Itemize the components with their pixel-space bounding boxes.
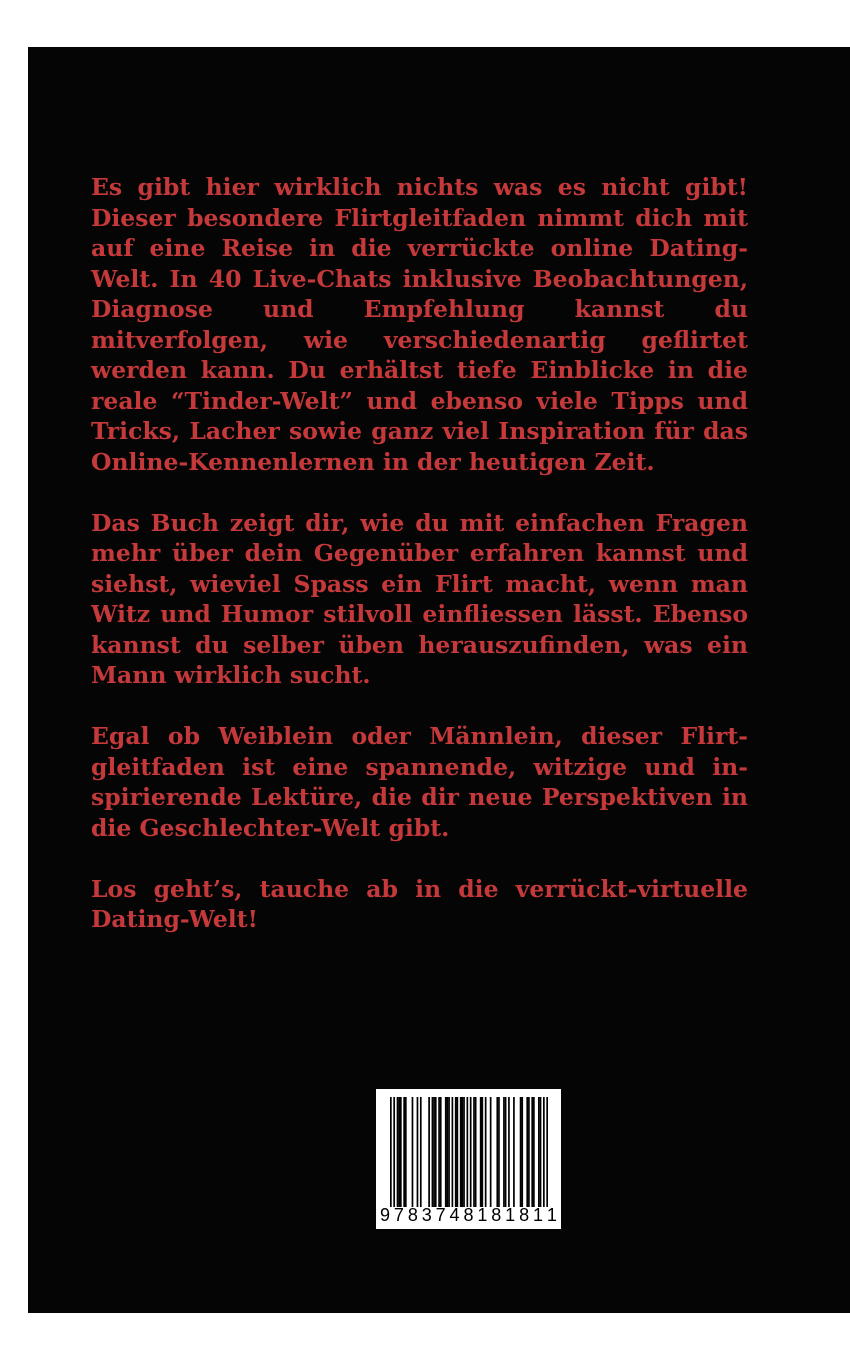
barcode-digit: 8 — [491, 1205, 502, 1225]
barcode-bar — [467, 1097, 469, 1207]
barcode-digit: 8 — [407, 1205, 418, 1225]
barcode-bar — [393, 1097, 395, 1207]
barcode-bar — [538, 1097, 540, 1207]
barcode-bar — [460, 1097, 462, 1207]
barcode-bar — [420, 1097, 422, 1207]
barcode-bar — [445, 1097, 447, 1207]
barcode-digit: 7 — [435, 1205, 446, 1225]
barcode-bar — [481, 1097, 483, 1207]
barcode-bar — [438, 1097, 440, 1207]
blurb-paragraph-3: Egal ob Weiblein oder Männlein, dieser Flirtgleitfaden ist eine spannende, witzige und inspirierende Lektüre, die dir neue Perspektiven in die Geschlechter-Welt gibt. — [91, 722, 748, 842]
barcode-bar — [490, 1097, 492, 1207]
barcode-bar — [513, 1097, 515, 1207]
barcode-bar — [463, 1097, 465, 1207]
barcode-bar — [462, 1097, 464, 1207]
barcode-bar — [520, 1097, 522, 1207]
blurb-paragraph-1: Es gibt hier wirklich nichts was es nicht gibt! Dieser besondere Flirtgleitfaden nimmt dich mit auf eine Reise in die verrückte online Dating-Welt. In 40 Live-Chats inklusive Beobachtungen, Diagnose und Empfehlung kannst du mitverfolgen, wie verschiedenartig geflirtet werden kann. Du erhältst tiefe Einblicke in die reale “Tinder-Welt” und ebenso viele Tipps und Tricks, Lacher sowie ganz viel Inspiration für das Online-Kennenlernen in der heutigen Zeit. — [91, 173, 748, 476]
barcode-bar — [540, 1097, 542, 1207]
barcode-bar — [398, 1097, 400, 1207]
barcode-bar — [543, 1097, 545, 1207]
barcode-bars — [390, 1097, 548, 1207]
back-cover-blurb — [91, 172, 748, 965]
barcode-bar — [480, 1097, 482, 1207]
barcode-bar — [412, 1097, 414, 1207]
barcode-bar — [505, 1097, 507, 1207]
barcode-bar — [533, 1097, 535, 1207]
barcode-bar — [452, 1097, 454, 1207]
barcode-bar — [546, 1097, 548, 1207]
barcode-bar — [475, 1097, 477, 1207]
barcode-bar — [428, 1097, 430, 1207]
barcode-bar — [521, 1097, 523, 1207]
barcode-digit: 3 — [421, 1205, 432, 1225]
barcode-digits — [380, 1204, 557, 1226]
barcode-bar — [448, 1097, 450, 1207]
barcode-bar — [470, 1097, 472, 1207]
barcode-bar — [498, 1097, 500, 1207]
barcode-bar — [457, 1097, 459, 1207]
barcode-bar — [528, 1097, 530, 1207]
barcode-digit: 9 — [380, 1205, 391, 1225]
barcode-bar — [473, 1097, 475, 1207]
barcode-bar — [432, 1097, 434, 1207]
barcode-bar — [503, 1097, 505, 1207]
barcode-digit: 4 — [449, 1205, 460, 1225]
isbn-barcode — [376, 1089, 561, 1229]
barcode-bar — [435, 1097, 437, 1207]
barcode-bar — [400, 1097, 402, 1207]
barcode-digit: 1 — [546, 1205, 557, 1225]
barcode-bar — [496, 1097, 498, 1207]
barcode-bar — [531, 1097, 533, 1207]
barcode-digit: 1 — [505, 1205, 516, 1225]
barcode-bar — [455, 1097, 457, 1207]
barcode-bar — [397, 1097, 399, 1207]
barcode-digit: 1 — [477, 1205, 488, 1225]
barcode-bar — [447, 1097, 449, 1207]
barcode-digit: 8 — [519, 1205, 530, 1225]
barcode-digit: 1 — [532, 1205, 543, 1225]
barcode-bar — [433, 1097, 435, 1207]
barcode-bar — [485, 1097, 487, 1207]
barcode-bar — [417, 1097, 419, 1207]
barcode-bar — [390, 1097, 392, 1207]
barcode-bar — [526, 1097, 528, 1207]
barcode-bar — [508, 1097, 510, 1207]
barcode-bar — [440, 1097, 442, 1207]
blurb-paragraph-4: Los geht’s, tauche ab in die verrückt-virtuelle Dating-Welt! — [91, 874, 748, 933]
barcode-bar — [403, 1097, 405, 1207]
barcode-digit: 8 — [463, 1205, 474, 1225]
barcode-digit: 7 — [393, 1205, 404, 1225]
barcode-bar — [405, 1097, 407, 1207]
blurb-paragraph-2: Das Buch zeigt dir, wie du mit einfachen Fragen mehr über dein Gegenüber erfahren kannst und siehst, wieviel Spass ein Flirt macht, wenn man Witz und Humor stilvoll einfliessen lässt. Ebenso kannst du selber üben herauszufinden, was ein Mann wirklich sucht. — [91, 508, 748, 689]
